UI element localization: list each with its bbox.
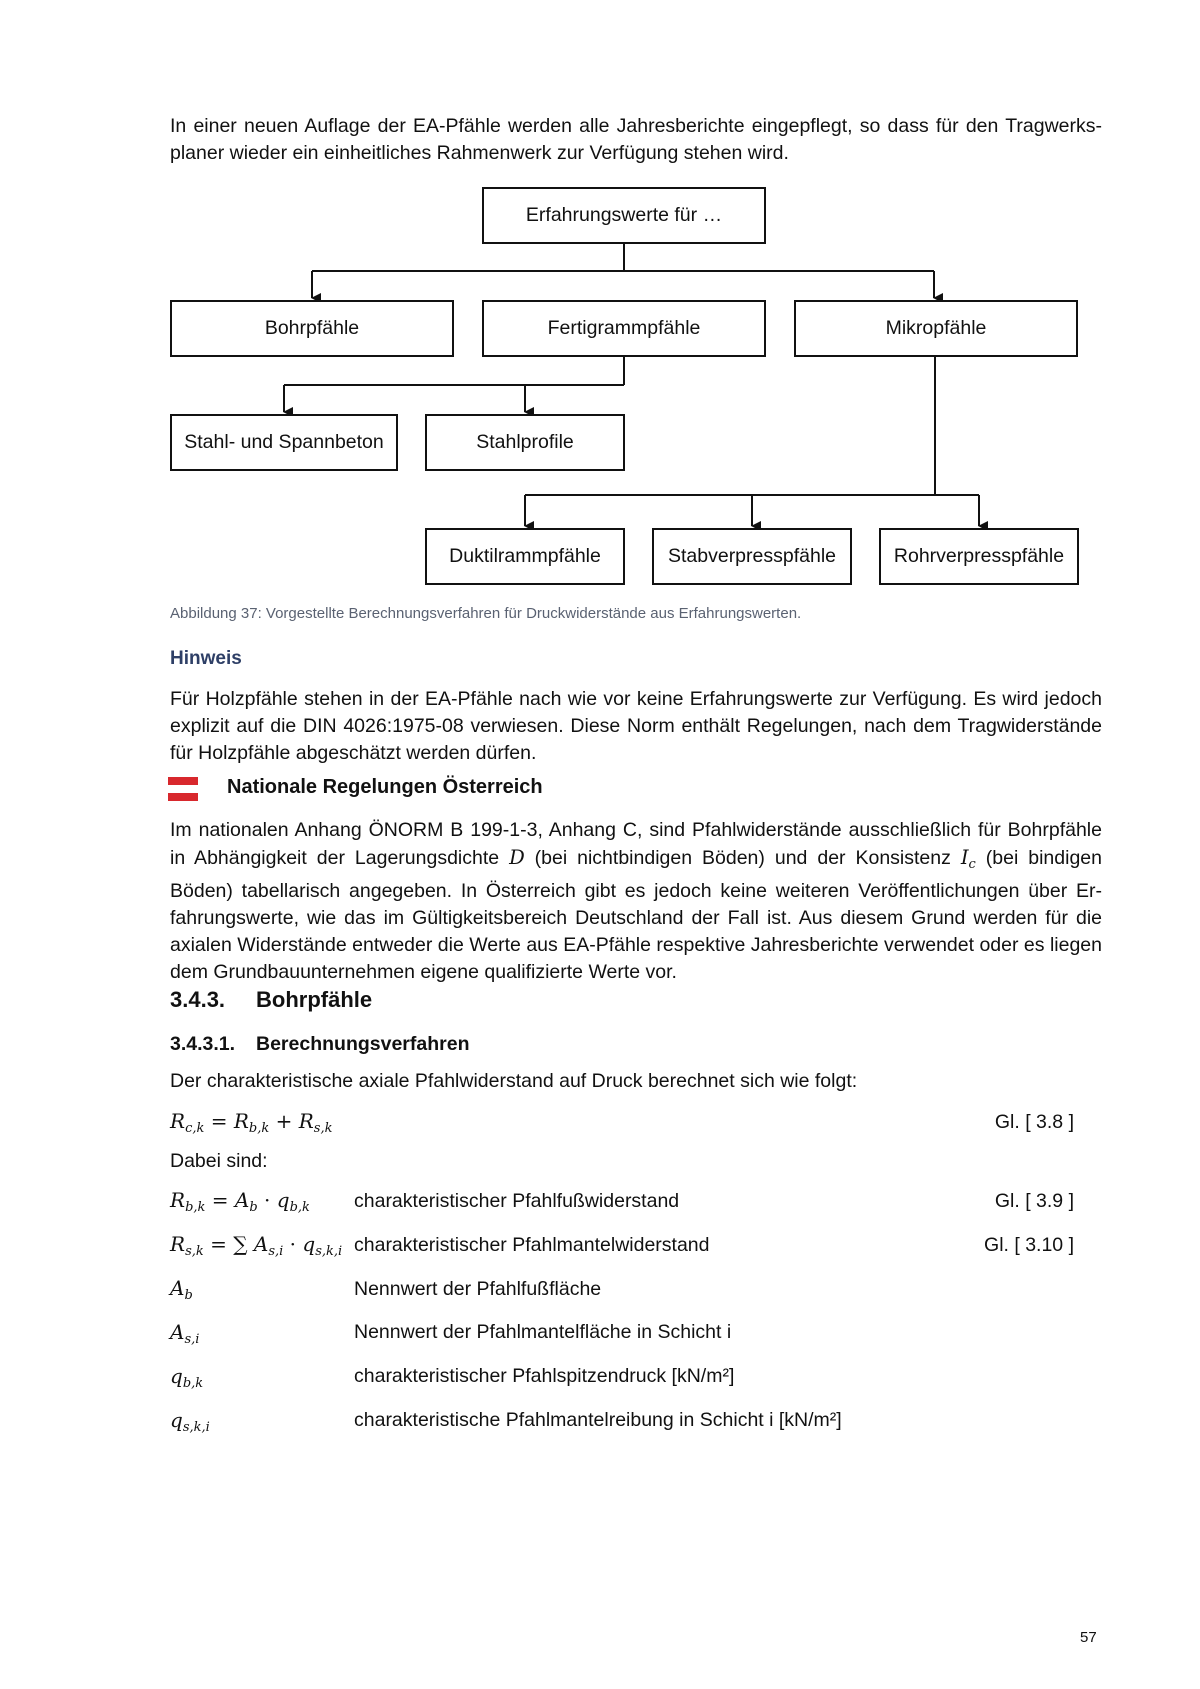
diagram-box-rohrverpresspfaehle: Rohrverpresspfähle bbox=[879, 528, 1079, 585]
subsection-heading bbox=[170, 1033, 470, 1056]
national-paragraph bbox=[170, 817, 1102, 986]
def-symbol-ab: $A_b$ bbox=[170, 1276, 193, 1303]
equation-number-rsk: Gl. [ 3.10 ] bbox=[984, 1234, 1074, 1256]
page-number: 57 bbox=[1080, 1629, 1097, 1646]
diagram-box-stahl-spannbeton: Stahl- und Spannbeton bbox=[170, 414, 398, 471]
diagram-box-stabverpresspfaehle: Stabverpresspfähle bbox=[652, 528, 852, 585]
diagram-box-stahlprofile: Stahlprofile bbox=[425, 414, 625, 471]
figure-caption: Abbildung 37: Vorgestellte Berechnungsverfahren für Druckwiderstände aus Erfahrungswerten. bbox=[170, 605, 802, 622]
equation-number-rbk: Gl. [ 3.9 ] bbox=[994, 1190, 1074, 1212]
hinweis-paragraph: Für Holzpfähle stehen in der EA-Pfähle nach wie vor keine Erfahrungswerte zur Verfügung. Es wird jedoch explizit auf die DIN 4026:1975-08 verwiesen. Diese Norm enthält Regelungen, nach dem Tragwiderstände für Holzpfähle abgeschätzt werden dürfen. bbox=[170, 688, 1102, 764]
austria-flag-icon bbox=[168, 777, 198, 801]
symbol-d: D bbox=[509, 846, 525, 869]
symbol-i-sub: c bbox=[968, 857, 976, 872]
section-heading bbox=[170, 987, 373, 1013]
def-text-rsk: charakteristischer Pfahlmantelwiderstand bbox=[354, 1234, 710, 1256]
national-heading: Nationale Regelungen Österreich bbox=[227, 776, 543, 798]
symbol-ic bbox=[960, 846, 976, 872]
def-symbol-asi: $A_{s,i}$ bbox=[170, 1320, 200, 1347]
national-text-1: Im nationalen Anhang ÖNORM B 199-1-3, Anhang C, sind Pfahlwiderstände ausschließlich für Bohrpfähle in Abhängigkeit der Lagerungsdichte bbox=[170, 819, 1102, 869]
def-symbol-qski: $q_{s,k,i}$ bbox=[170, 1408, 210, 1435]
tree-diagram bbox=[0, 0, 1200, 600]
def-symbol-qbk: $q_{b,k}$ bbox=[170, 1364, 204, 1391]
diagram-box-fertigrammpfaehle: Fertigrammpfähle bbox=[482, 300, 766, 357]
lead-text: Der charakteristische axiale Pfahlwiderstand auf Druck berechnet sich wie folgt: bbox=[170, 1070, 858, 1092]
subsection-title: Berechnungsverfahren bbox=[256, 1033, 470, 1055]
diagram-root-box: Erfahrungswerte für … bbox=[482, 187, 766, 244]
national-text-3: (bei bindigen Böden) tabellarisch angegeben. In Österreich gibt es jedoch keine weiteren Veröffentlichungen über Erfahrungswerte, wie das im Gültigkeitsbereich Deutschland der Fall ist. Aus diesem Grund werden für die axialen Widerstände entweder die Werte aus EA-Pfähle respektive Jahresberichte verwendet oder es liegen dem Grundbauunternehmen eigene qualifizierte Werte vor. bbox=[170, 847, 1102, 983]
flag-stripe-bottom bbox=[168, 793, 198, 801]
symbol-i: I bbox=[960, 846, 969, 869]
subsection-number: 3.4.3.1. bbox=[170, 1033, 236, 1055]
def-text-qski: charakteristische Pfahlmantelreibung in Schicht i [kN/m²] bbox=[354, 1409, 842, 1431]
def-symbol-rsk: $R_{s,k}$ = ∑ $A_{s,i} \cdot q_{s,k,i}$ bbox=[170, 1232, 343, 1259]
section-title: Bohrpfähle bbox=[256, 987, 373, 1012]
def-text-ab: Nennwert der Pfahlfußfläche bbox=[354, 1278, 602, 1300]
def-text-rbk: charakteristischer Pfahlfußwiderstand bbox=[354, 1190, 680, 1212]
diagram-box-bohrpfaehle: Bohrpfähle bbox=[170, 300, 454, 357]
def-text-qbk: charakteristischer Pfahlspitzendruck [kN/m²] bbox=[354, 1365, 735, 1387]
intro-paragraph: In einer neuen Auflage der EA-Pfähle werden alle Jahresberichte eingepflegt, so dass für den Tragwerksplaner wieder ein einheitliches Rahmenwerk zur Verfügung stehen wird. bbox=[170, 115, 1102, 164]
diagram-box-duktilrammpfaehle: Duktilrammpfähle bbox=[425, 528, 625, 585]
equation-main: $R_{c,k} = R_{b,k} + R_{s,k}$ bbox=[170, 1109, 333, 1136]
equation-number-main: Gl. [ 3.8 ] bbox=[994, 1111, 1074, 1133]
def-symbol-rbk: $R_{b,k} = A_b \cdot q_{b,k}$ bbox=[170, 1188, 310, 1215]
section-number: 3.4.3. bbox=[170, 987, 226, 1012]
flag-stripe-middle bbox=[168, 785, 198, 793]
flag-stripe-top bbox=[168, 777, 198, 785]
hinweis-heading: Hinweis bbox=[170, 648, 242, 669]
dabei-text: Dabei sind: bbox=[170, 1150, 268, 1172]
def-text-asi: Nennwert der Pfahlmantelfläche in Schicht i bbox=[354, 1321, 732, 1343]
national-text-2: (bei nichtbindigen Böden) und der Konsistenz bbox=[524, 847, 961, 869]
diagram-box-mikropfaehle: Mikropfähle bbox=[794, 300, 1078, 357]
